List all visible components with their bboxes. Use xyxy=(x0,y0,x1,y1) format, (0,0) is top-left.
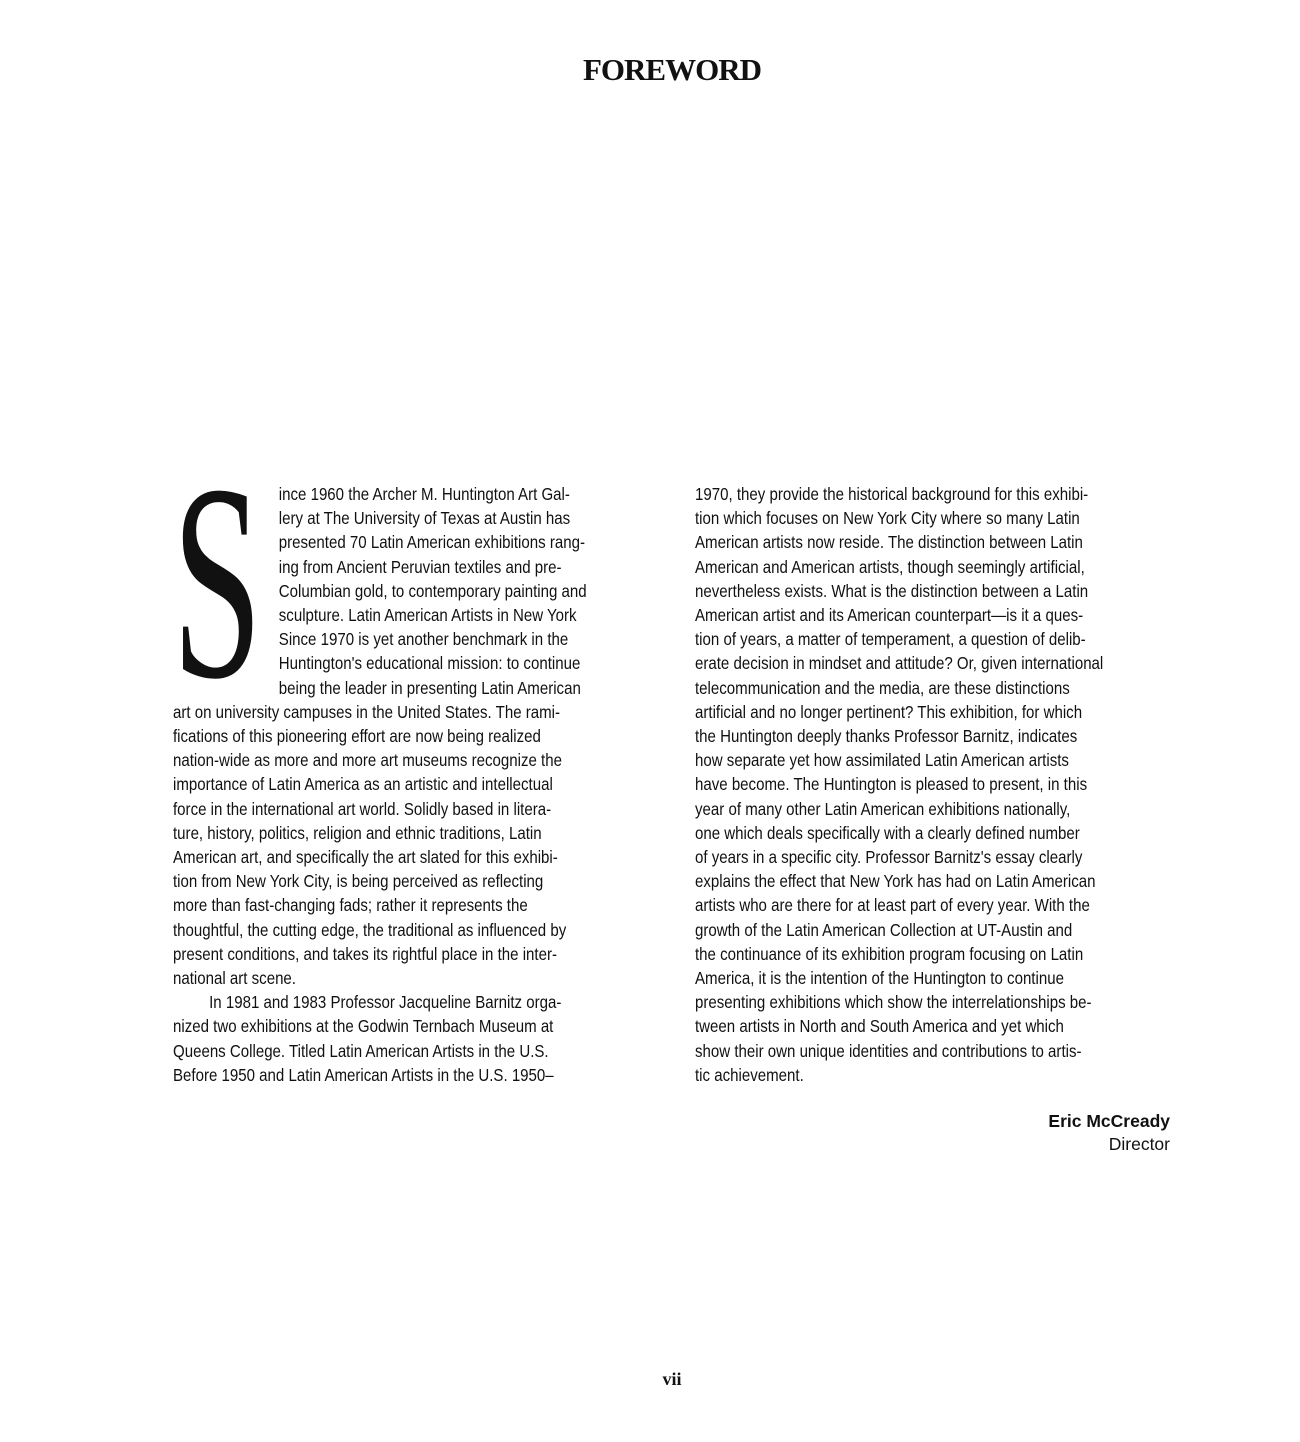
text-line: one which deals specifically with a clearly defined number xyxy=(695,822,1080,843)
text-line: importance of Latin America as an artistic and intellectual xyxy=(173,774,553,795)
text-line: presented 70 Latin American exhibitions rang- xyxy=(278,532,585,553)
text-line: tion which focuses on New York City where so many Latin xyxy=(695,508,1080,529)
text-line: erate decision in mindset and attitude? Or, given international xyxy=(695,653,1104,674)
text-line: of years in a specific city. Professor Barnitz's essay clearly xyxy=(695,847,1083,868)
text-line: Columbian gold, to contemporary painting and xyxy=(278,580,587,601)
text-line: Huntington's educational mission: to continue xyxy=(278,653,581,674)
text-line: In 1981 and 1983 Professor Jacqueline Barnitz orga- xyxy=(209,992,562,1013)
text-line: show their own unique identities and contributions to artis- xyxy=(695,1040,1082,1061)
text-line: ture, history, politics, religion and ethnic traditions, Latin xyxy=(173,822,542,843)
text-line: nized two exhibitions at the Godwin Ternbach Museum at xyxy=(173,1016,554,1037)
page-title: FOREWORD xyxy=(583,52,761,87)
text-line: telecommunication and the media, are these distinctions xyxy=(695,677,1070,698)
page-number: vii xyxy=(662,1369,682,1389)
text-line: have become. The Huntington is pleased to present, in this xyxy=(695,774,1088,795)
text-line: the Huntington deeply thanks Professor Barnitz, indicates xyxy=(695,726,1078,747)
text-line: fications of this pioneering effort are now being realized xyxy=(173,726,541,747)
text-line: tic achievement. xyxy=(695,1064,804,1085)
text-line: 1970, they provide the historical background for this exhibi- xyxy=(695,484,1089,504)
text-line: the continuance of its exhibition program focusing on Latin xyxy=(695,943,1084,964)
text-line: being the leader in presenting Latin American xyxy=(278,677,581,698)
text-line: explains the effect that New York has had on Latin American xyxy=(695,871,1096,892)
text-line: Queens College. Titled Latin American Artists in the U.S. xyxy=(173,1040,549,1061)
text-line: American art, and specifically the art slated for this exhibi- xyxy=(173,847,558,868)
text-line: Since 1970 is yet another benchmark in the xyxy=(278,629,569,650)
text-line: year of many other Latin American exhibitions nationally, xyxy=(695,798,1071,819)
text-line: American artist and its American counterpart—is it a ques- xyxy=(695,605,1084,626)
text-line: American artists now reside. The distinction between Latin xyxy=(695,532,1083,553)
text-line: ince 1960 the Archer M. Huntington Art Gal- xyxy=(278,484,570,504)
text-line: tion from New York City, is being perceived as reflecting xyxy=(173,871,544,892)
text-line: artificial and no longer pertinent? This exhibition, for which xyxy=(695,701,1083,722)
text-line: nation-wide as more and more art museums recognize the xyxy=(173,750,562,771)
text-line: nevertheless exists. What is the distinction between a Latin xyxy=(695,580,1089,601)
signature-block xyxy=(1048,1110,1170,1156)
text-line: lery at The University of Texas at Austin has xyxy=(278,508,571,529)
drop-cap-letter: S xyxy=(172,426,263,737)
text-line: artists who are there for at least part of every year. With the xyxy=(695,895,1090,916)
text-line: tion of years, a matter of temperament, a question of delib- xyxy=(695,629,1086,650)
right-column xyxy=(695,482,1173,1087)
text-line: present conditions, and takes its rightful place in the inter- xyxy=(173,943,557,964)
text-line: America, it is the intention of the Huntington to continue xyxy=(695,968,1064,989)
left-column xyxy=(173,482,649,1087)
text-line: more than fast-changing fads; rather it represents the xyxy=(173,895,528,916)
text-line: national art scene. xyxy=(173,968,296,989)
signature-role: Director xyxy=(1108,1134,1170,1154)
text-line: presenting exhibitions which show the interrelationships be- xyxy=(695,992,1092,1013)
text-line: thoughtful, the cutting edge, the traditional as influenced by xyxy=(173,919,567,940)
text-line: force in the international art world. Solidly based in litera- xyxy=(173,798,552,819)
text-line: tween artists in North and South America and yet which xyxy=(695,1016,1064,1037)
text-line: how separate yet how assimilated Latin American artists xyxy=(695,750,1069,771)
text-line: American and American artists, though seemingly artificial, xyxy=(695,556,1085,577)
text-line: ing from Ancient Peruvian textiles and pre- xyxy=(278,556,562,577)
text-line: sculpture. Latin American Artists in New York xyxy=(278,605,577,626)
text-line: growth of the Latin American Collection at UT-Austin and xyxy=(695,919,1073,940)
text-line: Before 1950 and Latin American Artists in the U.S. 1950– xyxy=(173,1064,554,1085)
text-line: art on university campuses in the United States. The rami- xyxy=(173,701,561,722)
signature-name: Eric McCready xyxy=(1048,1111,1170,1131)
